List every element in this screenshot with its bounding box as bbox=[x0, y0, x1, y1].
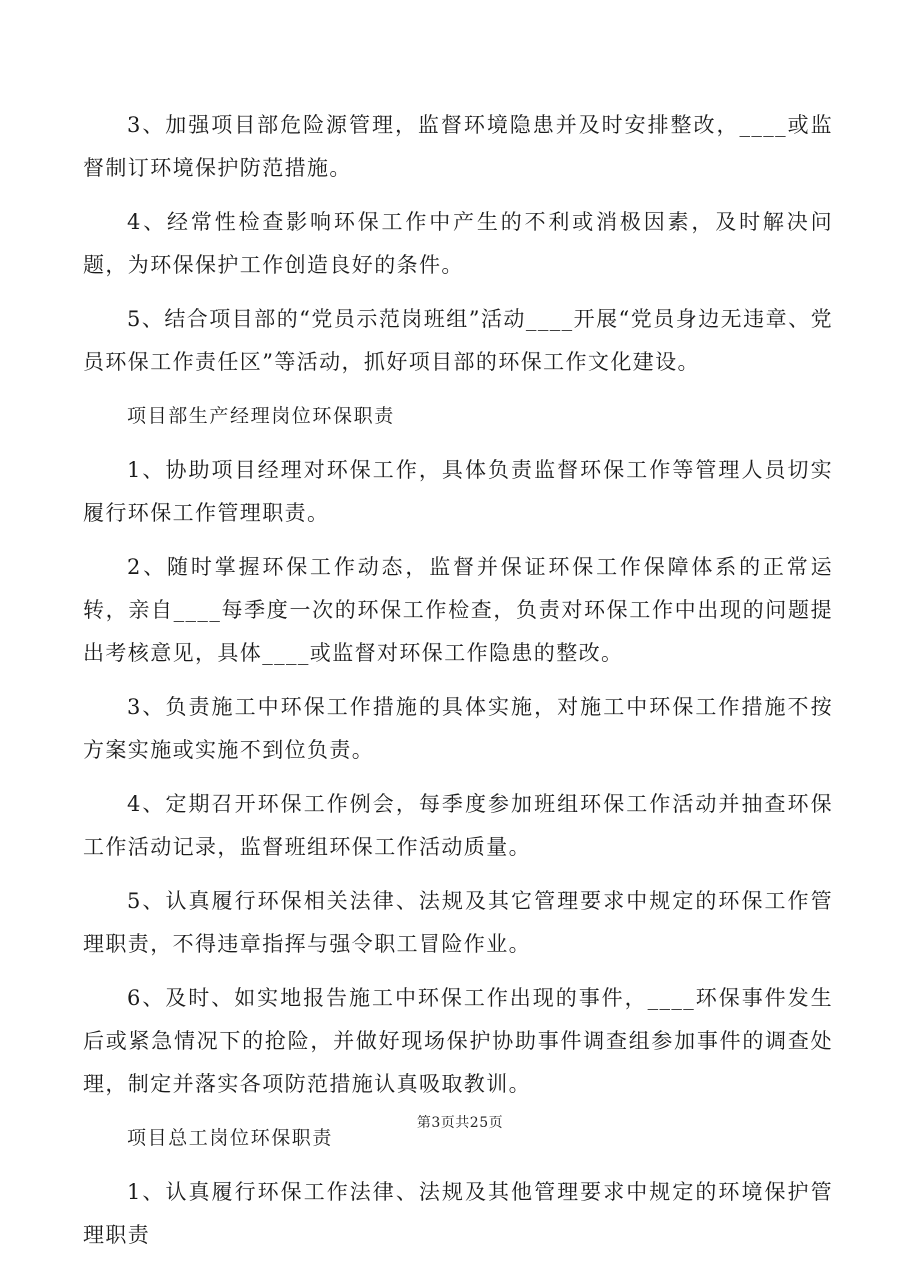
section-heading: 项目部生产经理岗位环保职责 bbox=[127, 405, 395, 427]
paragraph: 2、随时掌握环保工作动态，监督并保证环保工作保障体系的正常运转，亲自____每季度一次的环保工作检查，负责对环保工作中出现的问题提出考核意见，具体____或监督对环保工作隐患的整改。 bbox=[83, 555, 833, 665]
document-body bbox=[83, 104, 833, 1268]
paragraph: 4、定期召开环保工作例会，每季度参加班组环保工作活动并抽查环保工作活动记录，监督班组环保工作活动质量。 bbox=[83, 792, 833, 859]
paragraph: 1、认真履行环保工作法律、法规及其他管理要求中规定的环境保护管理职责 bbox=[83, 1180, 833, 1247]
paragraph: 5、认真履行环保相关法律、法规及其它管理要求中规定的环保工作管理职责，不得违章指挥与强令职工冒险作业。 bbox=[83, 889, 833, 956]
paragraph: 5、结合项目部的“党员示范岗班组”活动____开展“党员身边无违章、党员环保工作责任区”等活动，抓好项目部的环保工作文化建设。 bbox=[83, 307, 833, 374]
section-heading: 项目总工岗位环保职责 bbox=[127, 1127, 334, 1149]
paragraph: 6、及时、如实地报告施工中环保工作出现的事件，____环保事件发生后或紧急情况下的抢险，并做好现场保护协助事件调查组参加事件的调查处理，制定并落实各项防范措施认真吸取教训。 bbox=[83, 986, 833, 1096]
paragraph: 3、负责施工中环保工作措施的具体实施，对施工中环保工作措施不按方案实施或实施不到位负责。 bbox=[83, 695, 833, 762]
paragraph: 3、加强项目部危险源管理，监督环境隐患并及时安排整改，____或监督制订环境保护防范措施。 bbox=[83, 113, 833, 180]
paragraph: 1、协助项目经理对环保工作，具体负责监督环保工作等管理人员切实履行环保工作管理职责。 bbox=[83, 458, 833, 525]
page-number-footer: 第3页共25页 bbox=[416, 1115, 504, 1131]
paragraph: 4、经常性检查影响环保工作中产生的不利或消极因素，及时解决问题，为环保保护工作创造良好的条件。 bbox=[83, 210, 833, 277]
